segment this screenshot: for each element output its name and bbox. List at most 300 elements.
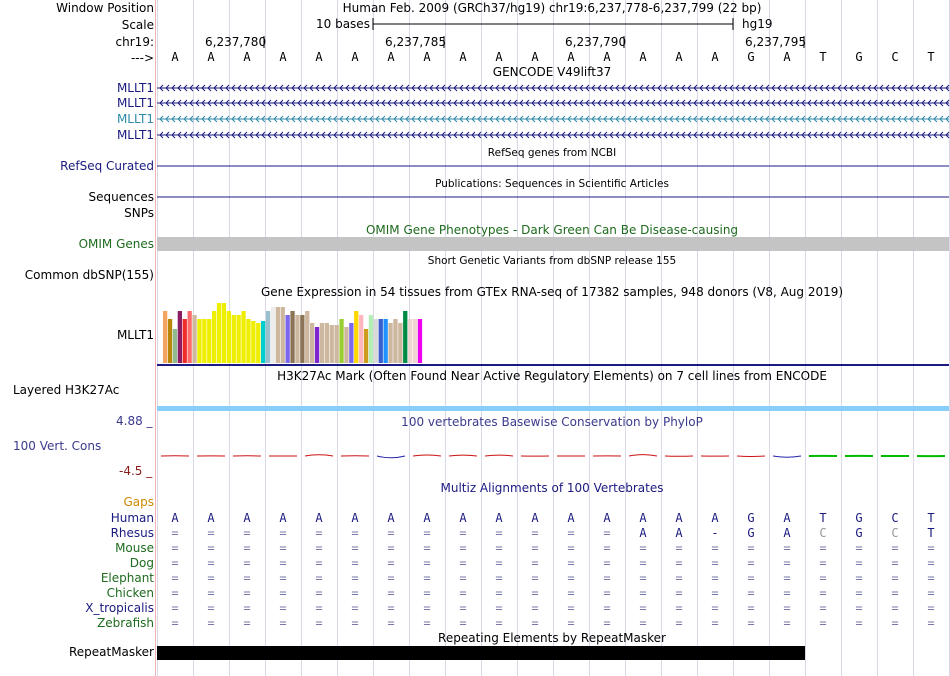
alignment-base: = (891, 556, 899, 570)
gtex-bar (271, 307, 275, 363)
gtex-bar (339, 319, 343, 363)
alignment-base: = (603, 571, 611, 585)
alignment-base: T (819, 511, 827, 525)
dbsnp-track-label[interactable]: Common dbSNP(155) (24, 268, 154, 282)
alignment-base: = (711, 616, 719, 630)
reference-base: T (927, 50, 935, 64)
alignment-base: = (459, 571, 467, 585)
reference-base: A (207, 50, 215, 64)
repeatmasker-bar (157, 646, 805, 660)
alignment-base: = (567, 601, 575, 615)
gtex-bar (300, 315, 304, 363)
gtex-bar (330, 325, 334, 363)
alignment-base: = (495, 616, 503, 630)
reference-base: A (387, 50, 395, 64)
alignment-base: A (387, 511, 395, 525)
alignment-base: = (819, 556, 827, 570)
alignment-base: = (459, 541, 467, 555)
alignment-base: = (351, 586, 359, 600)
alignment-base: = (855, 541, 863, 555)
alignment-base: = (747, 601, 755, 615)
alignment-base: A (243, 511, 251, 525)
gtex-bar (241, 311, 245, 363)
alignment-base: G (747, 511, 755, 525)
alignment-base: = (387, 541, 395, 555)
species-label[interactable]: Zebrafish (97, 616, 154, 630)
alignment-base: = (279, 556, 287, 570)
alignment-base: = (171, 616, 179, 630)
alignment-base: A (783, 526, 791, 540)
scale-assembly-text: hg19 (742, 17, 773, 31)
alignment-base: = (315, 526, 323, 540)
alignment-base: G (747, 526, 755, 540)
alignment-base: = (171, 526, 179, 540)
alignment-base: T (927, 511, 935, 525)
alignment-base: = (711, 601, 719, 615)
alignment-base: = (675, 541, 683, 555)
alignment-base: = (783, 601, 791, 615)
alignment-base: = (603, 601, 611, 615)
reference-base: A (171, 50, 179, 64)
gtex-bar (178, 311, 182, 363)
gtex-bar (369, 315, 373, 363)
alignment-base: = (279, 571, 287, 585)
reference-base: A (639, 50, 647, 64)
alignment-base: = (495, 601, 503, 615)
alignment-base: = (891, 571, 899, 585)
snps-label: SNPs (124, 206, 154, 220)
alignment-base: = (927, 556, 935, 570)
alignment-base: = (351, 616, 359, 630)
alignment-base: - (711, 526, 719, 540)
alignment-base: = (171, 571, 179, 585)
scale-bar-text: 10 bases (316, 17, 370, 31)
reference-base: A (675, 50, 683, 64)
alignment-base: = (675, 601, 683, 615)
h3k27ac-track-title: H3K27Ac Mark (Often Found Near Active Regulatory Elements) on 7 cell lines from ENCODE (277, 369, 827, 383)
gtex-bar (237, 315, 241, 363)
alignment-base: = (171, 541, 179, 555)
alignment-base: A (675, 511, 683, 525)
alignment-base: = (927, 571, 935, 585)
phylop-value-mark (485, 455, 513, 456)
gtex-bar (202, 319, 206, 363)
alignment-base: = (459, 601, 467, 615)
dbsnp-track-title: Short Genetic Variants from dbSNP release 155 (427, 255, 677, 267)
alignment-base: = (315, 586, 323, 600)
h3k27ac-bar (157, 406, 949, 411)
gtex-bar (384, 319, 388, 363)
alignment-base: = (459, 556, 467, 570)
gtex-bar (266, 311, 270, 363)
alignment-base: = (531, 571, 539, 585)
gtex-bar (261, 321, 265, 363)
alignment-base: G (855, 526, 863, 540)
gtex-bar (192, 315, 196, 363)
alignment-base: = (423, 601, 431, 615)
alignment-base: = (171, 601, 179, 615)
alignment-base: = (603, 616, 611, 630)
phylop-value-mark (449, 455, 477, 456)
alignment-base: A (567, 511, 575, 525)
alignment-base: = (819, 616, 827, 630)
alignment-base: = (315, 556, 323, 570)
reference-base: A (423, 50, 431, 64)
alignment-base: = (783, 616, 791, 630)
alignment-base: = (423, 526, 431, 540)
alignment-base: = (531, 541, 539, 555)
gtex-bar (188, 311, 192, 363)
gtex-bar (374, 319, 378, 363)
alignment-base: = (279, 526, 287, 540)
alignment-base: = (639, 556, 647, 570)
window-position-label: Window Position (56, 1, 154, 15)
alignment-base: = (243, 556, 251, 570)
gtex-bar (393, 319, 397, 363)
alignment-base: = (891, 616, 899, 630)
alignment-base: = (675, 571, 683, 585)
gtex-bar (364, 329, 368, 363)
gtex-bar (212, 311, 216, 363)
reference-base: A (783, 50, 791, 64)
alignment-base: = (603, 541, 611, 555)
ruler-tick-1: 6,237,780 (205, 35, 267, 49)
alignment-base: = (891, 601, 899, 615)
alignment-base: = (423, 586, 431, 600)
gtex-bar (388, 323, 392, 363)
alignment-base: = (567, 541, 575, 555)
alignment-base: = (639, 541, 647, 555)
reference-base: C (891, 50, 899, 64)
alignment-base: = (819, 601, 827, 615)
alignment-base: = (351, 526, 359, 540)
gencode-track-label-1[interactable]: MLLT1 (116, 81, 154, 95)
alignment-base: C (819, 526, 827, 540)
alignment-base: A (675, 526, 683, 540)
gaps-label: Gaps (123, 495, 154, 509)
alignment-base: = (603, 556, 611, 570)
alignment-base: = (783, 541, 791, 555)
alignment-base: = (243, 526, 251, 540)
reference-base: G (855, 50, 863, 64)
alignment-base: = (315, 541, 323, 555)
alignment-base: = (423, 556, 431, 570)
phylop-value-mark (773, 456, 801, 457)
alignment-base: = (927, 601, 935, 615)
publications-track-label[interactable]: Sequences (88, 190, 154, 204)
alignment-base: A (639, 511, 647, 525)
alignment-base: = (207, 556, 215, 570)
alignment-base: = (531, 526, 539, 540)
reference-base: T (819, 50, 827, 64)
alignment-base: = (387, 526, 395, 540)
alignment-base: = (243, 601, 251, 615)
alignment-base: = (171, 586, 179, 600)
species-label[interactable]: X_tropicalis (85, 601, 154, 615)
alignment-base: = (711, 571, 719, 585)
alignment-base: = (315, 571, 323, 585)
gtex-bar (256, 323, 260, 363)
alignment-base: = (855, 556, 863, 570)
alignment-base: A (423, 511, 431, 525)
gtex-bar (359, 315, 363, 363)
alignment-base: = (567, 526, 575, 540)
omim-track-title: OMIM Gene Phenotypes - Dark Green Can Be Disease-causing (365, 223, 739, 237)
alignment-base: = (207, 586, 215, 600)
reference-base: A (567, 50, 575, 64)
chrom-label: chr19: (115, 35, 154, 49)
alignment-base: A (711, 511, 719, 525)
gtex-bar (281, 307, 285, 363)
alignment-base: = (855, 571, 863, 585)
gtex-bar (310, 323, 314, 363)
species-label[interactable]: Dog (129, 556, 154, 570)
alignment-base: = (459, 616, 467, 630)
alignment-base: A (315, 511, 323, 525)
alignment-base: = (603, 586, 611, 600)
gtex-bar (320, 323, 324, 363)
alignment-base: A (495, 511, 503, 525)
alignment-base: = (819, 571, 827, 585)
alignment-base: C (891, 526, 899, 540)
gtex-bar (207, 319, 211, 363)
alignment-base: = (783, 571, 791, 585)
alignment-base: = (495, 526, 503, 540)
alignment-base: = (927, 541, 935, 555)
gtex-bar (183, 319, 187, 363)
alignment-base: A (279, 511, 287, 525)
alignment-base: T (927, 526, 935, 540)
gencode-track-label-3[interactable]: MLLT1 (116, 112, 154, 126)
alignment-base: = (639, 571, 647, 585)
gencode-track-label-2[interactable]: MLLT1 (116, 96, 154, 110)
gtex-bar (168, 319, 172, 363)
alignment-base: = (639, 586, 647, 600)
gtex-track-label[interactable]: MLLT1 (116, 328, 154, 342)
alignment-base: = (207, 601, 215, 615)
alignment-base: = (531, 556, 539, 570)
alignment-base: = (531, 586, 539, 600)
gtex-bar (276, 307, 280, 363)
omim-bar (157, 237, 949, 251)
alignment-base: = (711, 586, 719, 600)
alignment-base: = (819, 541, 827, 555)
alignment-base: = (387, 601, 395, 615)
reference-base: A (351, 50, 359, 64)
alignment-base: = (495, 541, 503, 555)
gtex-bar (413, 319, 417, 363)
gtex-bar (173, 329, 177, 363)
reference-base: A (243, 50, 251, 64)
omim-track-label[interactable]: OMIM Genes (78, 237, 154, 251)
alignment-base: = (423, 541, 431, 555)
publications-track-title: Publications: Sequences in Scientific Articles (435, 178, 669, 190)
alignment-base: A (531, 511, 539, 525)
alignment-base: = (675, 616, 683, 630)
alignment-base: = (207, 541, 215, 555)
alignment-base: = (711, 541, 719, 555)
alignment-base: = (423, 616, 431, 630)
gtex-bar (325, 323, 329, 363)
reference-base: A (315, 50, 323, 64)
alignment-base: A (639, 526, 647, 540)
alignment-base: = (387, 616, 395, 630)
phylop-min-label: -4.5 _ (119, 464, 153, 478)
gtex-bar (217, 303, 221, 363)
alignment-base: = (567, 616, 575, 630)
alignment-base: = (243, 571, 251, 585)
alignment-base: = (279, 541, 287, 555)
window-position-text: Human Feb. 2009 (GRCh37/hg19) chr19:6,237,778-6,237,799 (22 bp) (342, 1, 762, 15)
repeatmasker-track-title: Repeating Elements by RepeatMasker (438, 631, 666, 645)
alignment-base: = (171, 556, 179, 570)
reference-base: A (603, 50, 611, 64)
reference-base: A (495, 50, 503, 64)
gtex-bar (408, 319, 412, 363)
species-label[interactable]: Elephant (100, 571, 154, 585)
alignment-base: = (603, 526, 611, 540)
alignment-base: = (207, 526, 215, 540)
alignment-base: = (567, 571, 575, 585)
alignment-base: C (891, 511, 899, 525)
gtex-bar (315, 327, 319, 363)
gtex-track-title: Gene Expression in 54 tissues from GTEx RNA-seq of 17382 samples, 948 donors (V8, Aug 2019) (260, 285, 844, 299)
alignment-base: = (387, 556, 395, 570)
alignment-base: = (459, 526, 467, 540)
scale-label: Scale (121, 18, 154, 32)
alignment-base: = (639, 601, 647, 615)
alignment-base: = (891, 586, 899, 600)
gencode-track-title: GENCODE V49lift37 (492, 65, 612, 79)
alignment-base: = (819, 586, 827, 600)
alignment-base: = (747, 541, 755, 555)
alignment-base: = (243, 616, 251, 630)
alignment-base: = (927, 616, 935, 630)
alignment-base: = (315, 601, 323, 615)
alignment-base: = (855, 601, 863, 615)
alignment-base: = (351, 541, 359, 555)
alignment-base: = (279, 601, 287, 615)
gtex-bar (398, 323, 402, 363)
refseq-track-title: RefSeq genes from NCBI (487, 147, 617, 159)
reference-base: A (531, 50, 539, 64)
gtex-bar (163, 311, 167, 363)
alignment-base: = (747, 586, 755, 600)
alignment-base: = (279, 586, 287, 600)
alignment-base: = (855, 616, 863, 630)
alignment-base: = (243, 586, 251, 600)
h3k27ac-track-label[interactable]: Layered H3K27Ac (13, 383, 120, 397)
alignment-base: = (351, 556, 359, 570)
alignment-base: A (459, 511, 467, 525)
alignment-base: = (675, 556, 683, 570)
alignment-base: = (387, 571, 395, 585)
reference-base: G (747, 50, 755, 64)
alignment-base: = (531, 601, 539, 615)
phylop-track-label[interactable]: 100 Vert. Cons (13, 439, 102, 453)
alignment-base: = (783, 586, 791, 600)
gtex-bar (286, 315, 290, 363)
ruler-tick-2: 6,237,785 (385, 35, 447, 49)
alignment-base: = (783, 556, 791, 570)
reference-base: A (711, 50, 719, 64)
gtex-bar (344, 327, 348, 363)
gtex-bar (379, 319, 383, 363)
alignment-base: = (531, 616, 539, 630)
alignment-base: = (243, 541, 251, 555)
alignment-base: = (639, 616, 647, 630)
gtex-bar (246, 319, 250, 363)
alignment-base: = (567, 556, 575, 570)
gtex-bar (290, 311, 294, 363)
alignment-base: A (171, 511, 179, 525)
alignment-base: = (423, 571, 431, 585)
gtex-bar (335, 325, 339, 363)
alignment-base: A (603, 511, 611, 525)
alignment-base: = (279, 616, 287, 630)
repeatmasker-track-label[interactable]: RepeatMasker (68, 645, 154, 659)
gtex-bar (305, 311, 309, 363)
alignment-base: A (783, 511, 791, 525)
alignment-base: = (459, 586, 467, 600)
refseq-track-label[interactable]: RefSeq Curated (60, 159, 154, 173)
gencode-track-label-4[interactable]: MLLT1 (116, 128, 154, 142)
gtex-bar (232, 315, 236, 363)
alignment-base: = (747, 571, 755, 585)
alignment-base: = (891, 541, 899, 555)
phylop-track-title: 100 vertebrates Basewise Conservation by PhyloP (401, 415, 703, 429)
alignment-base: A (207, 511, 215, 525)
reference-base: A (459, 50, 467, 64)
phylop-value-mark (413, 455, 441, 456)
multiz-track-title: Multiz Alignments of 100 Vertebrates (440, 481, 664, 495)
phylop-max-label: 4.88 _ (116, 414, 153, 428)
alignment-base: = (387, 586, 395, 600)
gtex-bar (403, 311, 407, 363)
alignment-base: = (747, 556, 755, 570)
phylop-value-mark (305, 455, 333, 456)
gtex-bar (295, 315, 299, 363)
alignment-base: A (351, 511, 359, 525)
reference-base: A (279, 50, 287, 64)
alignment-base: = (351, 571, 359, 585)
alignment-base: G (855, 511, 863, 525)
gtex-bar (349, 323, 353, 363)
phylop-value-mark (377, 456, 405, 458)
gtex-bar (222, 303, 226, 363)
alignment-base: = (855, 586, 863, 600)
species-label[interactable]: Mouse (115, 541, 154, 555)
alignment-base: = (495, 586, 503, 600)
gtex-bar (418, 319, 422, 363)
alignment-base: = (351, 601, 359, 615)
ruler-tick-3: 6,237,790 (565, 35, 627, 49)
alignment-base: = (495, 556, 503, 570)
gtex-bar (227, 311, 231, 363)
strand-arrow-label: ---> (130, 51, 154, 65)
alignment-base: = (567, 586, 575, 600)
species-label[interactable]: Human (110, 511, 154, 525)
species-label[interactable]: Chicken (106, 586, 154, 600)
alignment-base: = (315, 616, 323, 630)
gtex-bar (197, 319, 201, 363)
gtex-bar (251, 321, 255, 363)
gtex-bar (354, 311, 358, 363)
species-label[interactable]: Rhesus (110, 526, 154, 540)
alignment-base: = (711, 556, 719, 570)
alignment-base: = (207, 571, 215, 585)
alignment-base: = (495, 571, 503, 585)
